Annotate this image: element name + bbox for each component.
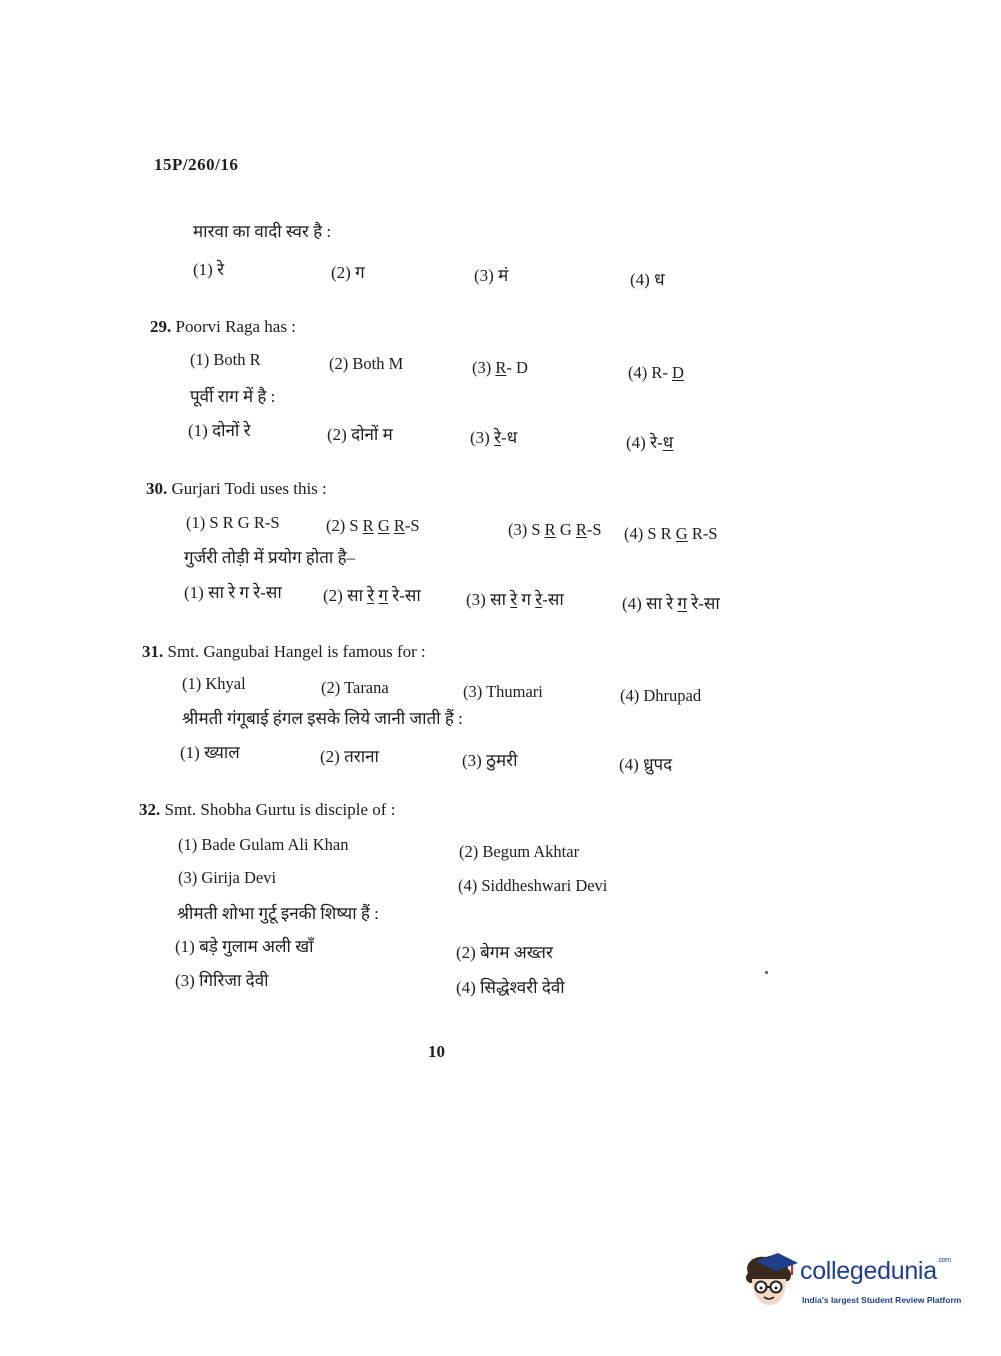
q29-hindi-stem: पूर्वी राग में है : (190, 387, 276, 406)
q31-hindi-option-3: (3) ठुमरी (462, 751, 518, 770)
q32-hindi-option-3: (3) गिरिजा देवी (175, 971, 269, 990)
q30-hindi-option-4: (4) सा रे ग रे-सा (622, 594, 720, 613)
q28-hindi-option-4: (4) ध (630, 270, 665, 289)
q30-hindi-option-2: (2) सा रे ग रे-सा (323, 586, 421, 605)
q32-hindi-option-4: (4) सिद्धेश्वरी देवी (456, 978, 565, 997)
q32-question (139, 800, 395, 820)
q31-number: 31. (142, 642, 164, 661)
q29-option-4: (4) R- D (628, 363, 684, 382)
q30-hindi-option-1: (1) सा रे ग रे-सा (184, 583, 282, 602)
logo-name: collegedunia$^{.com}$ (800, 1257, 951, 1285)
q32-hindi-option-1: (1) बड़े गुलाम अली खाँ (175, 937, 314, 956)
q32-number: 32. (139, 800, 161, 819)
q31-option-4: (4) Dhrupad (620, 686, 702, 705)
q31-question (142, 642, 426, 662)
q30-option-4: (4) S R G R-S (624, 524, 718, 543)
q28-hindi-stem: मारवा का वादी स्वर है : (193, 222, 332, 241)
page-number: 10 (428, 1042, 445, 1061)
q28-hindi-option-3: (3) मं (474, 266, 509, 285)
q31-hindi-option-1: (1) ख्याल (180, 743, 240, 762)
q28-hindi-option-2: (2) ग (331, 263, 365, 282)
q32-option-4: (4) Siddheshwari Devi (458, 876, 608, 895)
q32-option-3: (3) Girija Devi (178, 868, 277, 887)
q29-question (150, 317, 296, 337)
q32-option-2: (2) Begum Akhtar (459, 842, 580, 861)
q30-hindi-stem: गुर्जरी तोड़ी में प्रयोग होता है– (184, 548, 356, 567)
q32-hindi-stem: श्रीमती शोभा गुर्टू इनकी शिष्या हैं : (177, 904, 379, 923)
q31-option-2: (2) Tarana (321, 678, 389, 697)
q30-stem: Gurjari Todi uses this : (171, 479, 327, 498)
q30-hindi-option-3: (3) सा रे ग रे-सा (466, 590, 564, 609)
q30-option-3: (3) S R G R-S (508, 520, 602, 539)
q32-option-1: (1) Bade Gulam Ali Khan (178, 835, 349, 854)
q31-hindi-option-4: (4) ध्रुपद (619, 755, 673, 774)
collegedunia-logo (742, 1251, 972, 1313)
q29-option-3: (3) R- D (472, 358, 528, 377)
q29-hindi-option-2: (2) दोनों म (327, 425, 393, 444)
q29-hindi-option-1: (1) दोनों रे (188, 421, 251, 440)
q31-stem: Smt. Gangubai Hangel is famous for : (167, 642, 426, 661)
q31-hindi-option-2: (2) तराना (320, 747, 379, 766)
q29-number: 29. (150, 317, 172, 336)
student-mascot-icon (742, 1251, 800, 1313)
q31-hindi-stem: श्रीमती गंगूबाई हंगल इसके लिये जानी जाती हैं : (182, 709, 463, 728)
q31-option-1: (1) Khyal (182, 674, 246, 693)
q29-option-1: (1) Both R (190, 350, 261, 369)
q30-option-1: (1) S R G R-S (186, 513, 280, 532)
q30-question (146, 479, 327, 499)
q32-hindi-option-2: (2) बेगम अख्तर (456, 943, 553, 962)
q29-stem: Poorvi Raga has : (175, 317, 296, 336)
logo-tagline: India's largest Student Review Platform (802, 1295, 962, 1305)
q32-stem: Smt. Shobha Gurtu is disciple of : (164, 800, 396, 819)
paper-code: 15P/260/16 (154, 155, 239, 174)
q29-hindi-option-3: (3) रे-ध (470, 428, 518, 447)
q31-option-3: (3) Thumari (463, 682, 543, 701)
q30-number: 30. (146, 479, 168, 498)
q29-option-2: (2) Both M (329, 354, 404, 373)
q28-hindi-option-1: (1) रे (193, 260, 225, 279)
q29-hindi-option-4: (4) रे-ध (626, 433, 674, 452)
scan-speck (765, 971, 768, 974)
q30-option-2: (2) S R G R-S (326, 516, 420, 535)
